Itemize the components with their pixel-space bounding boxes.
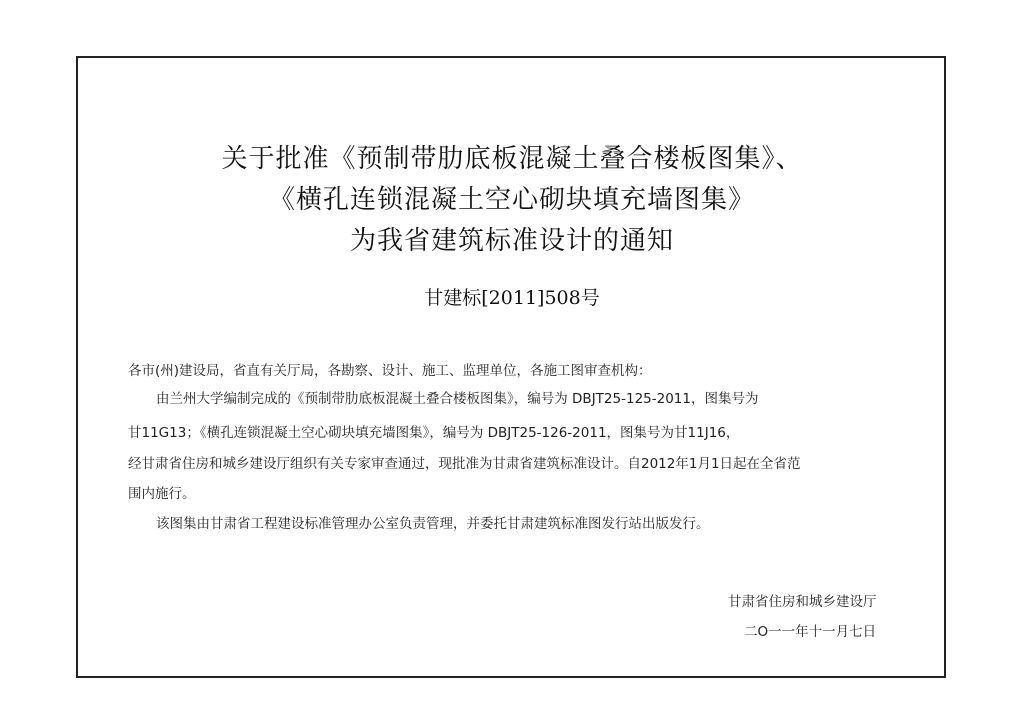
body-paragraph-line: 甘11G13；《横孔连锁混凝土空心砌块填充墙图集》，编号为 DBJT25-126-2011，图集号为甘11J16， [128, 425, 740, 441]
management-paragraph: 该图集由甘肃省工程建设标准管理办公室负责管理，并委托甘肃建筑标准图发行站出版发行。 [156, 516, 710, 532]
body-paragraph-line: 围内施行。 [128, 486, 196, 502]
document-title-line-1: 关于批准《预制带肋底板混凝土叠合楼板图集》、 [221, 144, 803, 174]
document-number: 甘建标[2011]508号 [424, 287, 600, 309]
signature-organization: 甘肃省住房和城乡建设厅 [728, 594, 877, 610]
document-title-line-3: 为我省建筑标准设计的通知 [349, 226, 674, 256]
document-title-line-2: 《横孔连锁混凝土空心砌块填充墙图集》 [268, 185, 755, 215]
signature-date: 二O一一年十一月七日 [744, 624, 877, 640]
addressee-line: 各市(州)建设局，省直有关厅局，各勘察、设计、施工、监理单位，各施工图审查机构： [128, 363, 652, 379]
body-paragraph-line: 经甘肃省住房和城乡建设厅组织有关专家审查通过，现批准为甘肃省建筑标准设计。自2012年1月1日起在全省范 [128, 456, 801, 472]
body-paragraph-line: 由兰州大学编制完成的《预制带肋底板混凝土叠合楼板图集》，编号为 DBJT25-125-2011，图集号为 [156, 391, 759, 407]
